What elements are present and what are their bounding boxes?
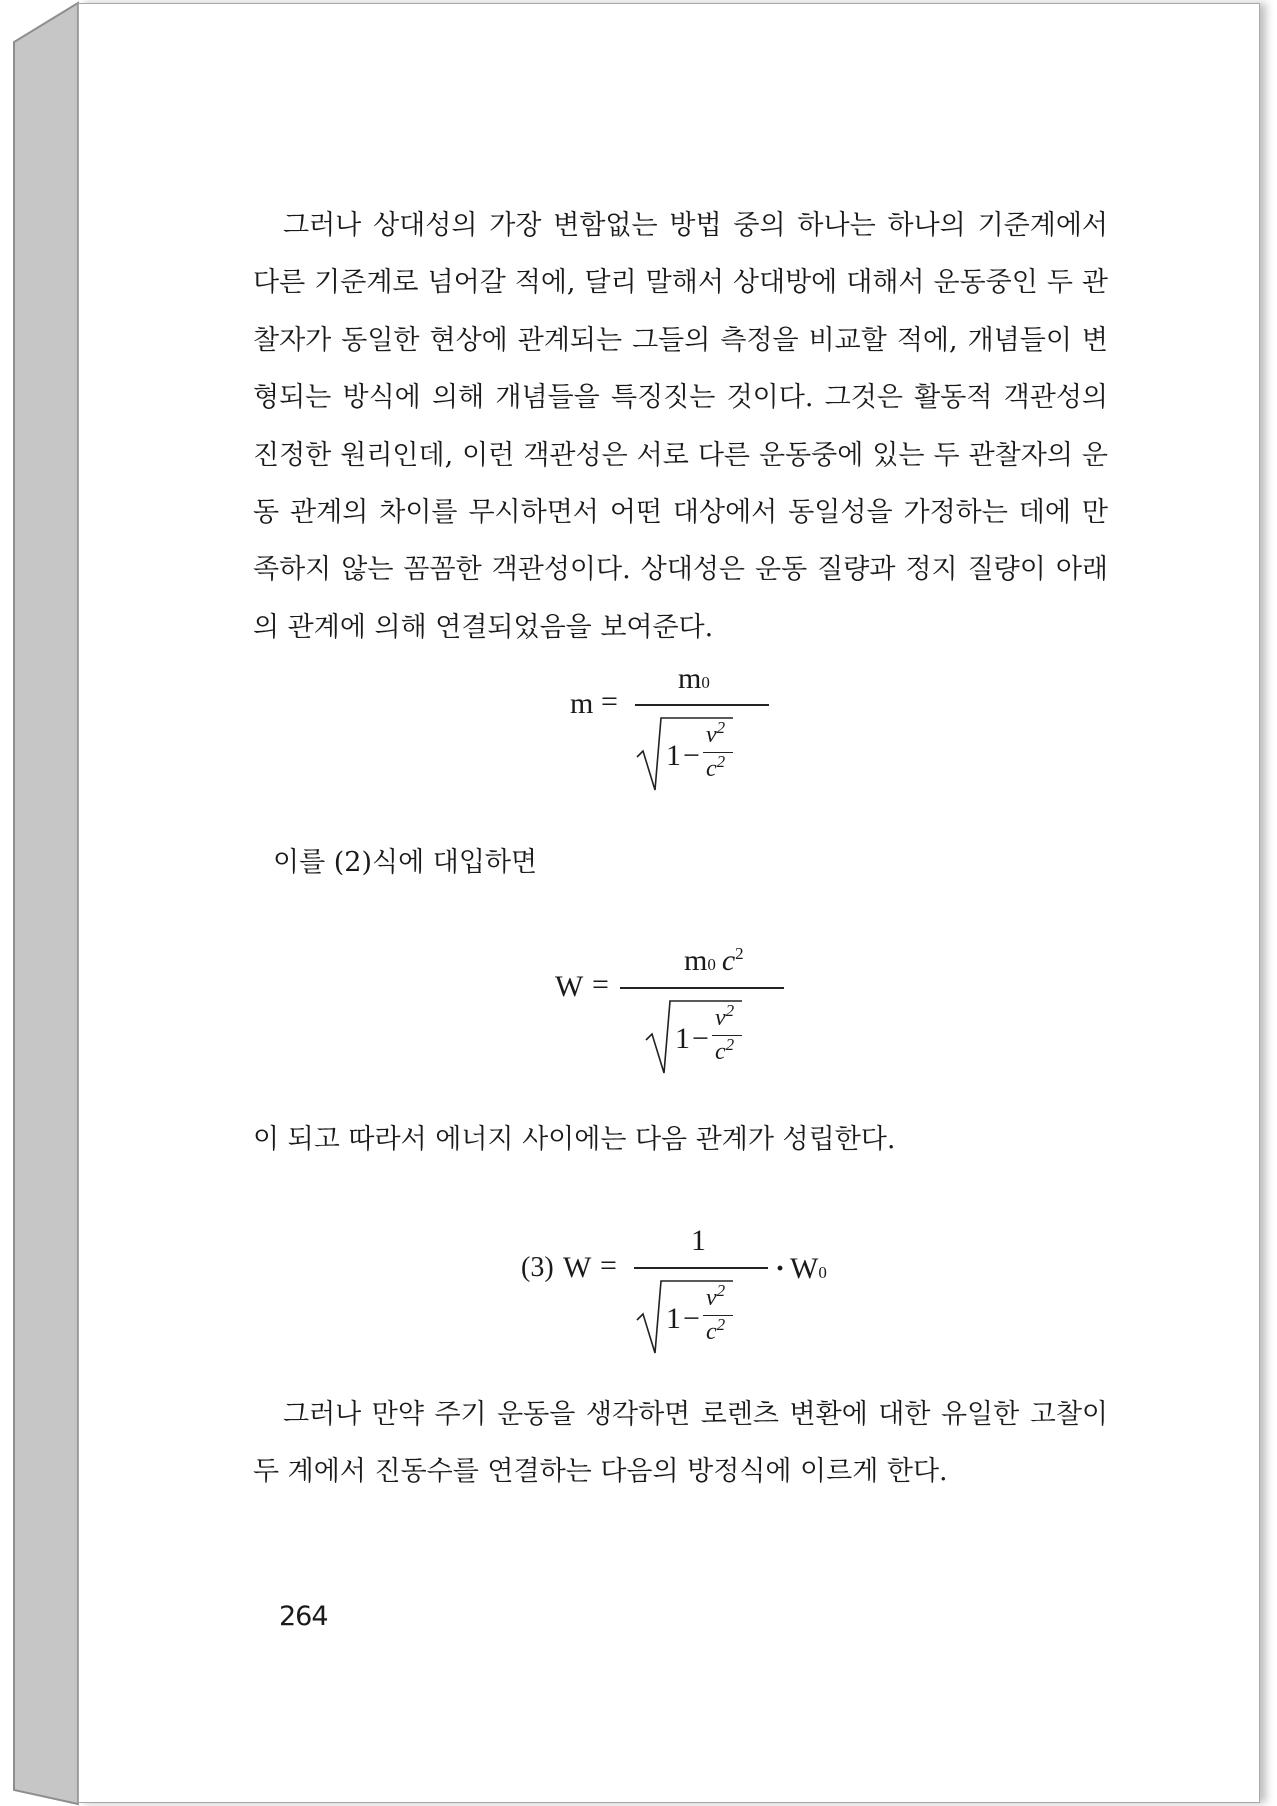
eq-mass-num: m0 (678, 662, 710, 695)
eq-energy-fraction-bar (620, 987, 784, 989)
eq-energy-num: m0 $c^2$ (684, 944, 744, 977)
eq-relation-v: $v^2$ (706, 1281, 726, 1311)
page-number: 264 (279, 1601, 328, 1632)
eq-energy-v: $v^2$ (715, 1001, 735, 1031)
eq-relation-label: (3) (521, 1252, 554, 1283)
eq-relation-dot: · (775, 1252, 786, 1285)
eq-energy-lhs: W (555, 970, 584, 1003)
eq-relation-w0: W0 (790, 1252, 827, 1285)
eq-energy-c: $c^2$ (715, 1035, 735, 1065)
eq-mass-one: 1 (666, 739, 681, 772)
eq-relation-one: 1 (666, 1302, 681, 1335)
eq-mass-lhs: m (570, 687, 594, 720)
eq-energy-equals: = (592, 968, 609, 1001)
book-page (78, 3, 1260, 1803)
eq-mass-minus: − (683, 739, 700, 772)
eq-relation-c: $c^2$ (706, 1315, 726, 1345)
eq-relation-minus: − (683, 1302, 700, 1335)
eq-energy-one: 1 (675, 1022, 690, 1055)
paragraph-closing: 그러나 만약 주기 운동을 생각하면 로렌츠 변환에 대한 유일한 고찰이 두 계에서 진동수를 연결하는 다음의 방정식에 이르게 한다. (253, 1399, 1108, 1488)
eq-relation-equals: = (600, 1249, 617, 1282)
eq-energy-minus: − (692, 1022, 709, 1055)
paragraph-substitute: 이를 (2)식에 대입하면 (273, 847, 538, 878)
eq-relation-num: 1 (691, 1224, 706, 1257)
eq-mass-equals: = (601, 685, 618, 718)
paragraph-then: 이 되고 따라서 에너지 사이에는 다음 관계가 성립한다. (253, 1124, 896, 1155)
eq-relation-fraction-bar (634, 1267, 768, 1269)
eq-relation-lhs: W (563, 1251, 592, 1284)
paragraph-intro: 그러나 상대성의 가장 변함없는 방법 중의 하나는 하나의 기준계에서 다른 기준계로 넘어갈 적에, 달리 말해서 상대방에 대해서 운동중인 두 관찰자가 동일한 현상에 관계되는 그들의 측정을 비교할 적에, 개념들이 변형되는 방식에 의해 개념들을 특징짓는 것이다. 그것은 활동적 객관성의 진정한 원리인데, 이런 객관성은 서로 다른 운동중에 있는 두 관찰자의 운동 관계의 차이를 무시하면서 어떤 대상에서 동일성을 가정하는 데에 만족하지 않는 꼼꼼한 객관성이다. 상대성은 운동 질량과 정지 질량이 아래의 관계에 의해 연결되었음을 보여준다. (253, 210, 1108, 643)
eq-mass-fraction-bar (635, 704, 769, 706)
eq-mass-c: $c^2$ (706, 752, 726, 782)
eq-mass-v: $v^2$ (706, 718, 726, 748)
